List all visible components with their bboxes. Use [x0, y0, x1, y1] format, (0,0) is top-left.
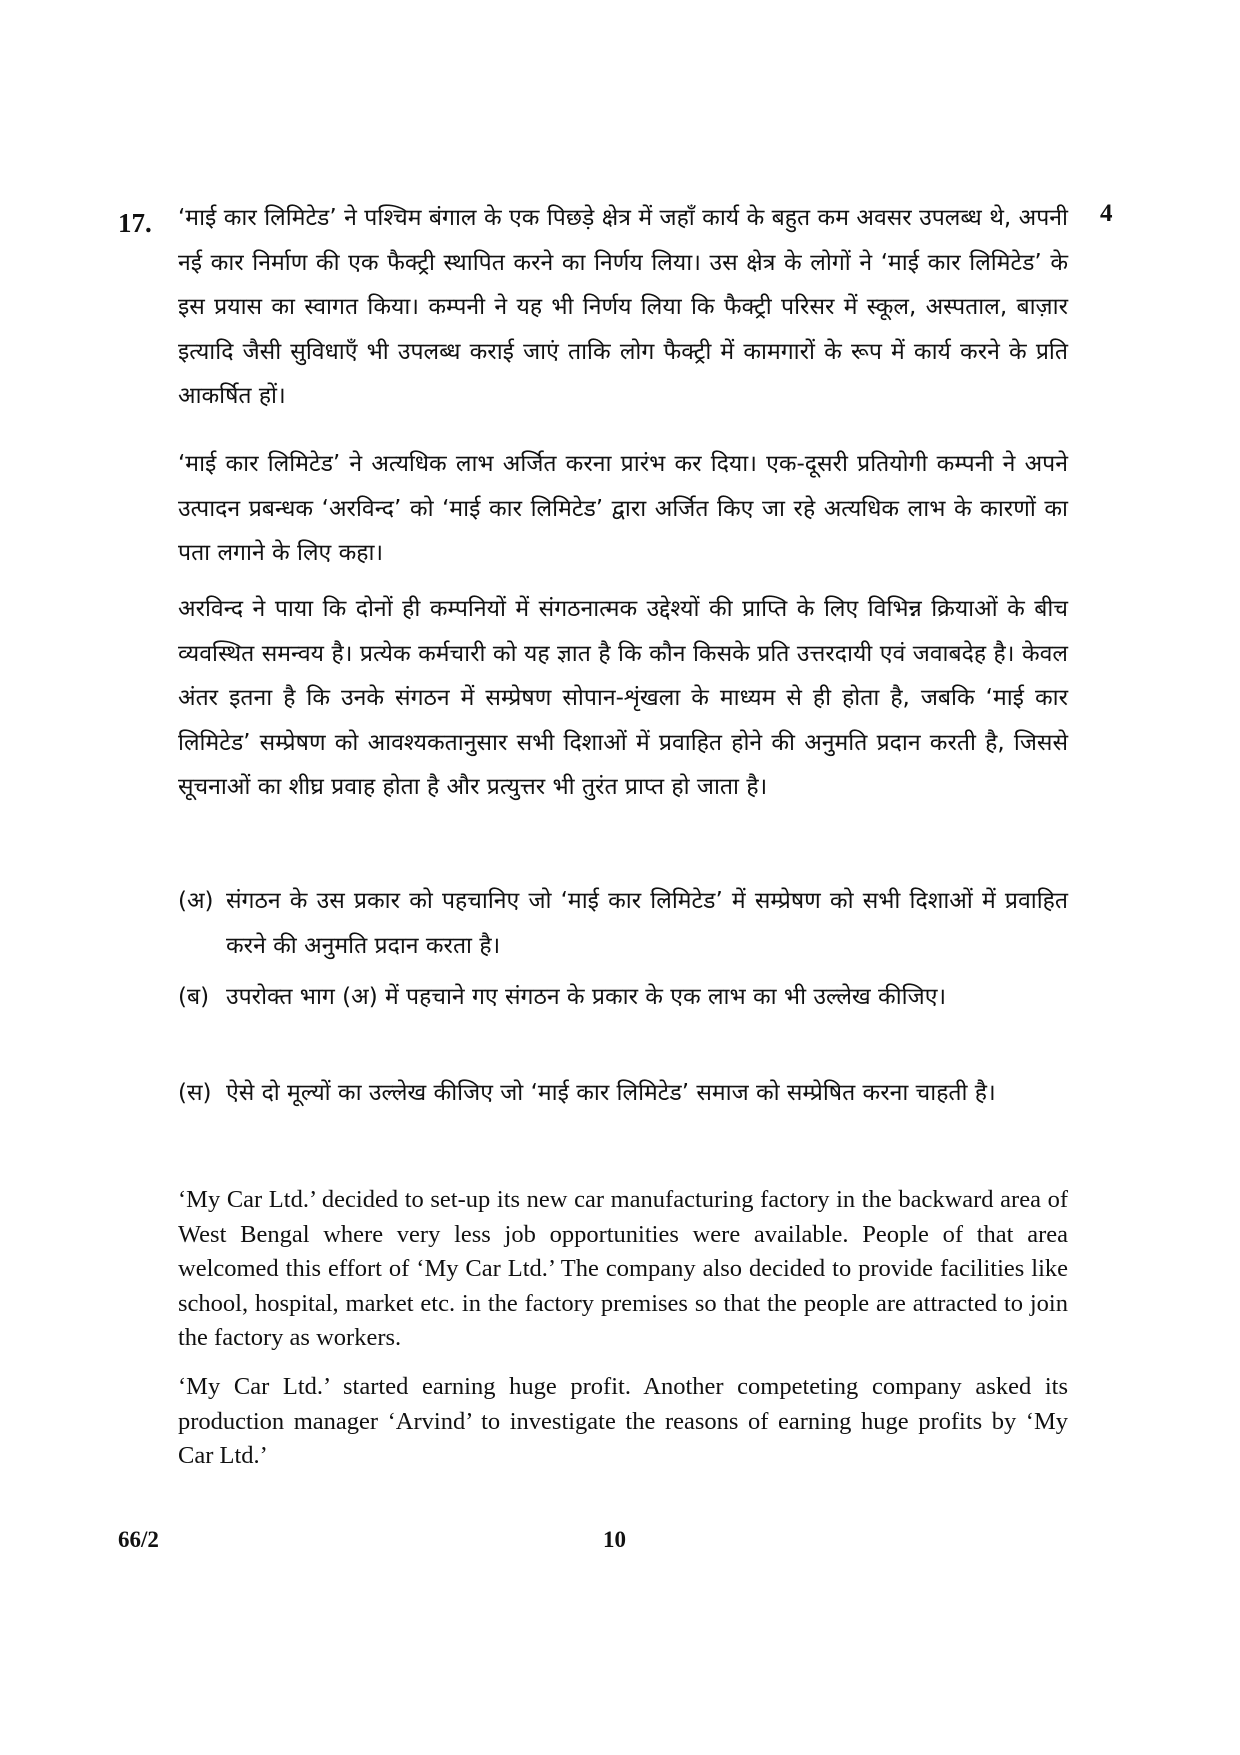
hindi-paragraph-1: ‘माई कार लिमिटेड’ ने पश्चिम बंगाल के एक पिछड़े क्षेत्र में जहाँ कार्य के बहुत कम अवसर उपलब्ध थे, अपनी नई कार निर्माण की एक फैक्ट्री स्थापित करने का निर्णय लिया। उस क्षेत्र के लोगों ने ‘माई कार लिमिटेड’ के इस प्रयास का स्वागत किया। कम्पनी ने यह भी निर्णय लिया कि फैक्ट्री परिसर में स्कूल, अस्पताल, बाज़ार इत्यादि जैसी सुविधाएँ भी उपलब्ध कराई जाएं ताकि लोग फैक्ट्री में कामगारों के रूप में कार्य करने के प्रति आकर्षित हों।: [178, 205, 1068, 409]
hindi-paragraph-3: अरविन्द ने पाया कि दोनों ही कम्पनियों में संगठनात्मक उद्देश्यों की प्राप्ति के लिए विभिन्न क्रियाओं के बीच व्यवस्थित समन्वय है। प्रत्येक कर्मचारी को यह ज्ञात है कि कौन किसके प्रति उत्तरदायी एवं जवाबदेह है। केवल अंतर इतना है कि उनके संगठन में सम्प्रेषण सोपान-शृंखला के माध्यम से ही होता है, जबकि ‘माई कार लिमिटेड’ सम्प्रेषण को आवश्यकतानुसार सभी दिशाओं में प्रवाहित होने की अनुमति प्रदान करती है, जिससे सूचनाओं का शीघ्र प्रवाह होता है और प्रत्युत्तर भी तुरंत प्राप्त हो जाता है।: [178, 596, 1068, 800]
english-paragraph-2: ‘My Car Ltd.’ started earning huge profit. Another competeting company asked its production manager ‘Arvind’ to investigate the reasons of earning huge profits by ‘My Car Ltd.’: [178, 1373, 1068, 1469]
page-number: 10: [603, 1527, 626, 1552]
subpart-c: [178, 1071, 1068, 1116]
subpart-b-text: उपरोक्त भाग (अ) में पहचाने गए संगठन के प्रकार के एक लाभ का भी उल्लेख कीजिए।: [226, 984, 947, 1010]
subpart-b-label: (ब): [178, 984, 210, 1010]
subpart-c-label: (स): [178, 1080, 212, 1106]
paper-code: 66/2: [118, 1527, 159, 1552]
english-paragraph-1: ‘My Car Ltd.’ decided to set-up its new car manufacturing factory in the backward area of West Bengal where very less job opportunities were available. People of that area welcomed this effort of ‘My Car Ltd.’ The company also decided to provide facilities like school, hospital, market etc. in the factory premises so that the people are attracted to join the factory as workers.: [178, 1186, 1068, 1351]
subpart-c-text: ऐसे दो मूल्यों का उल्लेख कीजिए जो ‘माई कार लिमिटेड’ समाज को सम्प्रेषित करना चाहती है।: [226, 1080, 996, 1106]
question-number: 17.: [118, 208, 152, 238]
subpart-b: [178, 975, 1068, 1020]
hindi-paragraph-2: ‘माई कार लिमिटेड’ ने अत्यधिक लाभ अर्जित करना प्रारंभ कर दिया। एक-दूसरी प्रतियोगी कम्पनी ने अपने उत्पादन प्रबन्धक ‘अरविन्द’ को ‘माई कार लिमिटेड’ द्वारा अर्जित किए जा रहे अत्यधिक लाभ के कारणों का पता लगाने के लिए कहा।: [178, 451, 1068, 566]
subpart-a-label: (अ): [178, 888, 214, 914]
subpart-a: [178, 879, 1068, 968]
question-marks: 4: [1100, 200, 1113, 227]
subpart-a-text: संगठन के उस प्रकार को पहचानिए जो ‘माई कार लिमिटेड’ में सम्प्रेषण को सभी दिशाओं में प्रवाहित करने की अनुमति प्रदान करता है।: [226, 888, 1068, 959]
